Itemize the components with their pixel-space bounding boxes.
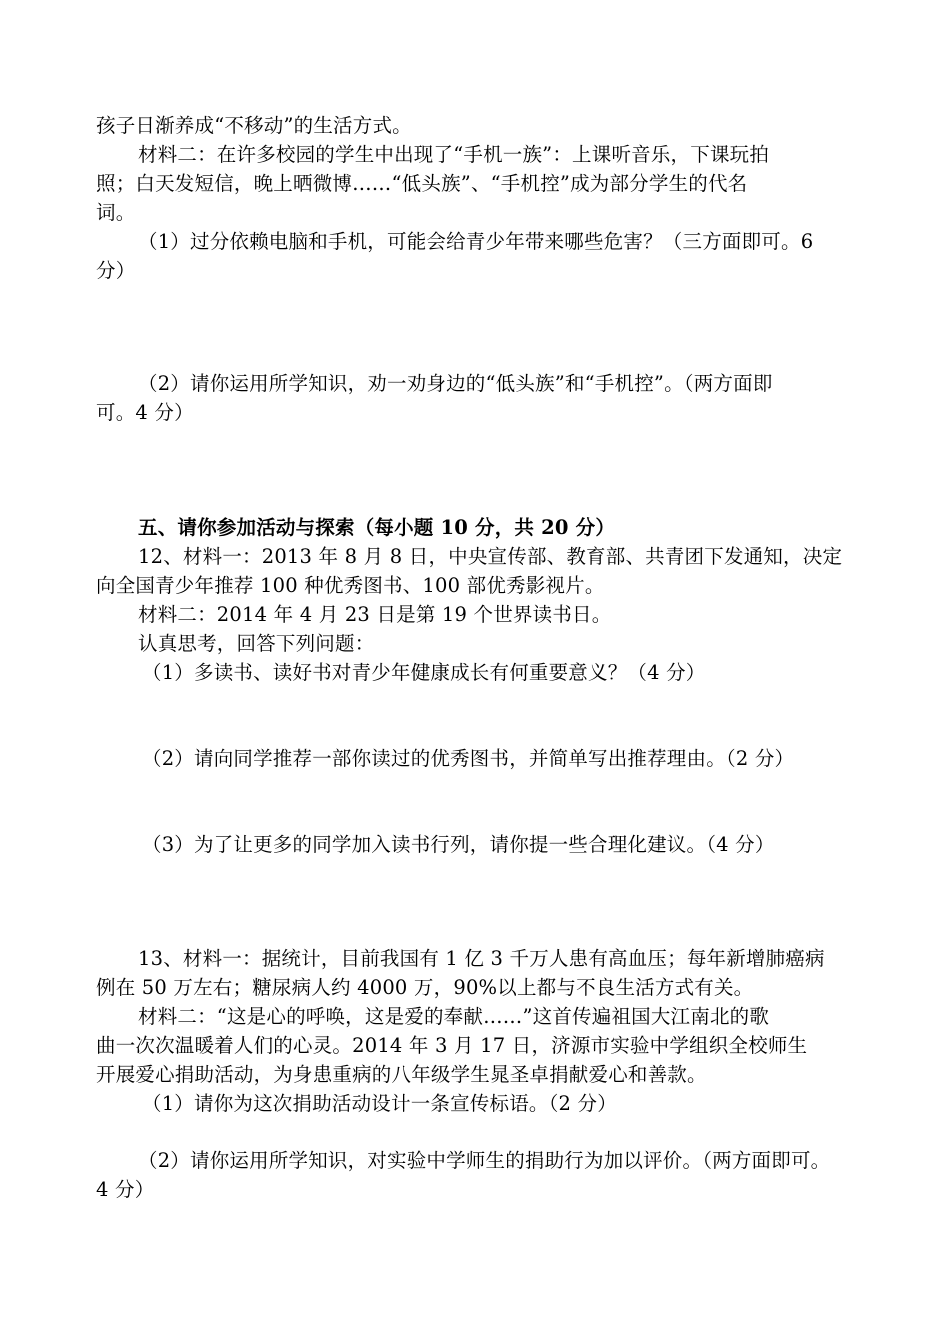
text-line: 例在 50 万左右；糖尿病人约 4000 万，90%以上都与不良生活方式有关。 (96, 976, 754, 999)
question-12-line: 12、材料一：2013 年 8 月 8 日，中央宣传部、教育部、共青团下发通知，决定 (138, 545, 843, 568)
instruction-line: 认真思考，回答下列问题： (138, 632, 375, 655)
text-line: 词。 (96, 201, 136, 224)
text-line: 曲一次次温暖着人们的心灵。2014 年 3 月 17 日，济源市实验中学组织全校师生 (96, 1034, 808, 1057)
sub-question-1: （1）请你为这次捐助活动设计一条宣传标语。（2 分） (142, 1092, 617, 1115)
sub-question-2: （2）请向同学推荐一部你读过的优秀图书，并简单写出推荐理由。（2 分） (142, 747, 795, 770)
text-line: 孩子日渐养成“不移动”的生活方式。 (96, 114, 412, 137)
question-2-line: （2）请你运用所学知识，劝一劝身边的“低头族”和“手机控”。（两方面即 (138, 372, 773, 395)
sub-question-2: （2）请你运用所学知识，对实验中学师生的捐助行为加以评价。（两方面即可。 (138, 1149, 831, 1172)
text-line: 4 分） (96, 1178, 155, 1201)
material-2-line: 材料二：2014 年 4 月 23 日是第 19 个世界读书日。 (138, 603, 612, 626)
text-line: 照；白天发短信，晚上晒微博……“低头族”、“手机控”成为部分学生的代名 (96, 172, 748, 195)
text-line: 向全国青少年推荐 100 种优秀图书、100 部优秀影视片。 (96, 574, 605, 597)
section-heading: 五、请你参加活动与探索（每小题 10 分，共 20 分） (138, 516, 616, 539)
text-line: 分） (96, 259, 136, 282)
question-1-line: （1）过分依赖电脑和手机，可能会给青少年带来哪些危害？（三方面即可。6 (138, 230, 814, 253)
text-line: 可。4 分） (96, 401, 194, 424)
material-2-line: 材料二：在许多校园的学生中出现了“手机一族”：上课听音乐，下课玩拍 (138, 143, 770, 166)
sub-question-3: （3）为了让更多的同学加入读书行列，请你提一些合理化建议。（4 分） (142, 833, 775, 856)
sub-question-1: （1）多读书、读好书对青少年健康成长有何重要意义？（4 分） (142, 661, 706, 684)
text-line: 开展爱心捐助活动，为身患重病的八年级学生晁圣卓捐献爱心和善款。 (96, 1063, 707, 1086)
material-2-line: 材料二：“这是心的呼唤，这是爱的奉献……”这首传遍祖国大江南北的歌 (138, 1005, 770, 1028)
question-13-line: 13、材料一：据统计，目前我国有 1 亿 3 千万人患有高血压；每年新增肺癌病 (138, 947, 825, 970)
